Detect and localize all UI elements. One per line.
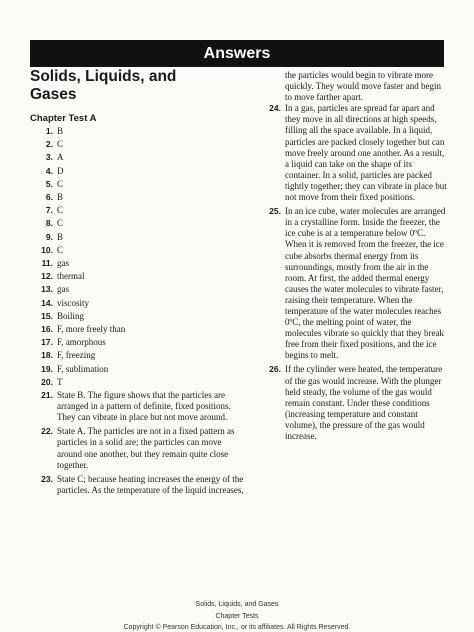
answer-text: D (57, 165, 64, 176)
answer-text: gas (57, 284, 69, 295)
answer-item (258, 103, 448, 203)
answer-number: 21. (41, 390, 53, 401)
answer-text: If the cylinder were heated, the temperature of the gas would increase. With the plunger held steady, the volume of the gas would remain constant. Under these conditions (increasing temperature and constant volume), the pressure of the gas would increase. (285, 364, 443, 441)
section-title-line1: Solids, Liquids, and (30, 68, 177, 85)
answer-item (30, 297, 248, 310)
answer-number: 7. (45, 205, 53, 216)
answer-number: 24. (269, 103, 281, 114)
answer-number: 26. (269, 364, 281, 375)
answer-item (30, 151, 248, 164)
answer-text: B (57, 231, 64, 242)
answer-number: 23. (41, 473, 53, 484)
answer-23-continuation: the particles would begin to vibrate more quickly. They would move faster and begin to move farther apart. (285, 70, 441, 103)
long-answer-list-left (30, 390, 248, 496)
right-column (258, 70, 448, 442)
answer-item (30, 178, 248, 191)
answer-item (30, 283, 248, 296)
answer-number: 19. (41, 363, 53, 374)
answer-number: 16. (41, 324, 53, 335)
answer-text: In an ice cube, water molecules are arranged in a crystalline form. Inside the freezer, the ice cube is at a temperature below 0ºC. When it is removed from the freezer, the ice cube absorbs thermal energy from its surroundings, mostly from the air in the room. At first, the added thermal energy causes the water molecules to vibrate faster, raising their temperature. When the temperature of the water molecules reaches 0ºC, the melting point of water, the molecules vibrate so quickly that they break free from their fixed positions, and the ice begins to melt. (285, 206, 446, 361)
answer-item (30, 426, 248, 470)
answer-text: C (57, 139, 64, 150)
answer-text: F, freezing (57, 350, 96, 361)
answer-number: 25. (269, 206, 281, 217)
left-column (30, 68, 248, 496)
answer-text: State B. The figure shows that the particles are arranged in a pattern of definite, fixed positions. They can vibrate in place but not move around. (57, 390, 231, 423)
footer-subtitle: Chapter Tests (215, 613, 259, 620)
answer-item (30, 376, 248, 389)
answer-text: viscosity (57, 297, 90, 308)
answer-text: F, more freely than (57, 324, 126, 335)
answer-item (30, 204, 248, 217)
answer-number: 5. (45, 178, 53, 189)
answer-number: 14. (41, 297, 53, 308)
answer-text: B (57, 126, 64, 136)
answer-number: 17. (41, 337, 53, 348)
answer-item (30, 217, 248, 230)
answer-item (30, 336, 248, 349)
answers-banner: Answers (30, 40, 444, 67)
answer-text: State A. The particles are not in a fixed pattern as particles in a solid are; the particles can move around one another, but they remain quite close together. (57, 426, 235, 470)
answer-text: C (57, 244, 64, 255)
answer-number: 6. (45, 192, 53, 203)
answer-number: 1. (45, 126, 53, 136)
answer-number: 2. (45, 139, 53, 150)
answer-text: C (57, 218, 64, 229)
answer-item (30, 138, 248, 151)
answer-item (30, 257, 248, 270)
answer-item (258, 364, 448, 442)
answer-text: B (57, 192, 64, 203)
answer-item (30, 363, 248, 376)
answer-number: 22. (41, 426, 53, 437)
answer-text: F, sublimation (57, 363, 109, 374)
answer-text: Boiling (57, 310, 85, 321)
answer-text: In a gas, particles are spread far apart and they move in all directions at high speeds, filling all the space available. In a liquid, particles are packed closely together but can move freely around one another. As a result, a liquid can take on the shape of its container. In a solid, particles are packed tightly together; they can vibrate in place but not move from their fixed positions. (285, 103, 447, 203)
answer-number: 3. (45, 152, 53, 163)
answer-item (30, 244, 248, 257)
answer-text: T (57, 376, 63, 387)
answer-item (30, 474, 248, 496)
answer-item (30, 191, 248, 204)
long-answer-list-right (258, 103, 448, 442)
footer-copyright: Copyright © Pearson Education, Inc., or its affiliates. All Rights Reserved. (123, 624, 351, 631)
answer-text: C (57, 205, 64, 216)
answer-number: 15. (41, 310, 53, 321)
answer-number: 10. (41, 244, 53, 255)
answer-item (30, 231, 248, 244)
answer-item (258, 206, 448, 361)
answer-item (30, 323, 248, 336)
answer-number: 18. (41, 350, 53, 361)
answer-number: 8. (45, 218, 53, 229)
answer-number: 11. (41, 258, 53, 269)
answer-text: gas (57, 258, 69, 269)
answer-item (30, 390, 248, 423)
short-answer-list (30, 125, 248, 389)
answer-item (30, 349, 248, 362)
answer-number: 4. (45, 165, 53, 176)
answer-number: 13. (41, 284, 53, 295)
answer-number: 12. (41, 271, 53, 282)
answer-item (30, 125, 248, 138)
answer-number: 20. (41, 376, 53, 387)
answer-item (30, 165, 248, 178)
footer-title: Solids, Liquids, and Gases (195, 601, 279, 608)
answer-text: A (57, 152, 64, 163)
section-title (30, 68, 248, 104)
answer-text: F, amorphous (57, 337, 106, 348)
chapter-test-heading: Chapter Test A (30, 113, 97, 124)
answer-item (30, 310, 248, 323)
section-title-line2: Gases (30, 86, 77, 103)
answer-text: C (57, 178, 64, 189)
answer-text: State C; because heating increases the energy of the particles. As the temperature of the liquid increases, (57, 473, 244, 495)
answer-item (30, 270, 248, 283)
answer-number: 9. (45, 231, 53, 242)
answer-text: thermal (57, 271, 85, 282)
